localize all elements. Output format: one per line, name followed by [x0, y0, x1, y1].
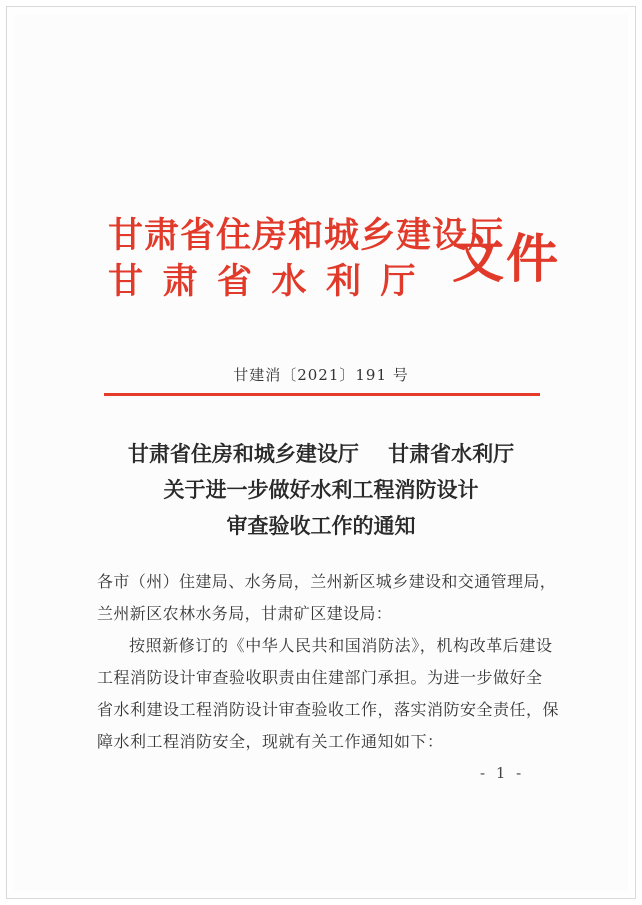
paragraph-line-3: 省水利建设工程消防设计审查验收工作，落实消防安全责任，保: [97, 700, 560, 719]
recipients-line-2: 兰州新区农林水务局，甘肃矿区建设局：: [97, 604, 393, 623]
notice-title-line-2: 关于进一步做好水利工程消防设计: [163, 477, 479, 502]
paragraph-line-4: 障水利工程消防安全，现就有关工作通知如下：: [97, 732, 444, 751]
document-number: 甘建消〔2021〕191 号: [233, 366, 409, 384]
recipients-line-1: 各市（州）住建局、水务局，兰州新区城乡建设和交通管理局，: [97, 572, 557, 591]
notice-title-line-3: 审查验收工作的通知: [226, 513, 416, 538]
notice-title-line-1: 甘肃省住房和城乡建设厅 甘肃省水利厅: [127, 441, 515, 466]
paragraph-line-1: 按照新修订的《中华人民共和国消防法》，机构改革后建设: [129, 636, 553, 655]
page-number: - 1 -: [480, 764, 525, 782]
issuer-line-water: 甘肃省水利厅: [108, 261, 436, 302]
document-label: 文件: [452, 229, 561, 290]
issuer-line-housing: 甘肃省住房和城乡建设厅: [108, 215, 505, 256]
paragraph-line-2: 工程消防设计审查验收职责由住建部门承担。为进一步做好全: [97, 668, 543, 687]
red-divider: [104, 393, 540, 396]
